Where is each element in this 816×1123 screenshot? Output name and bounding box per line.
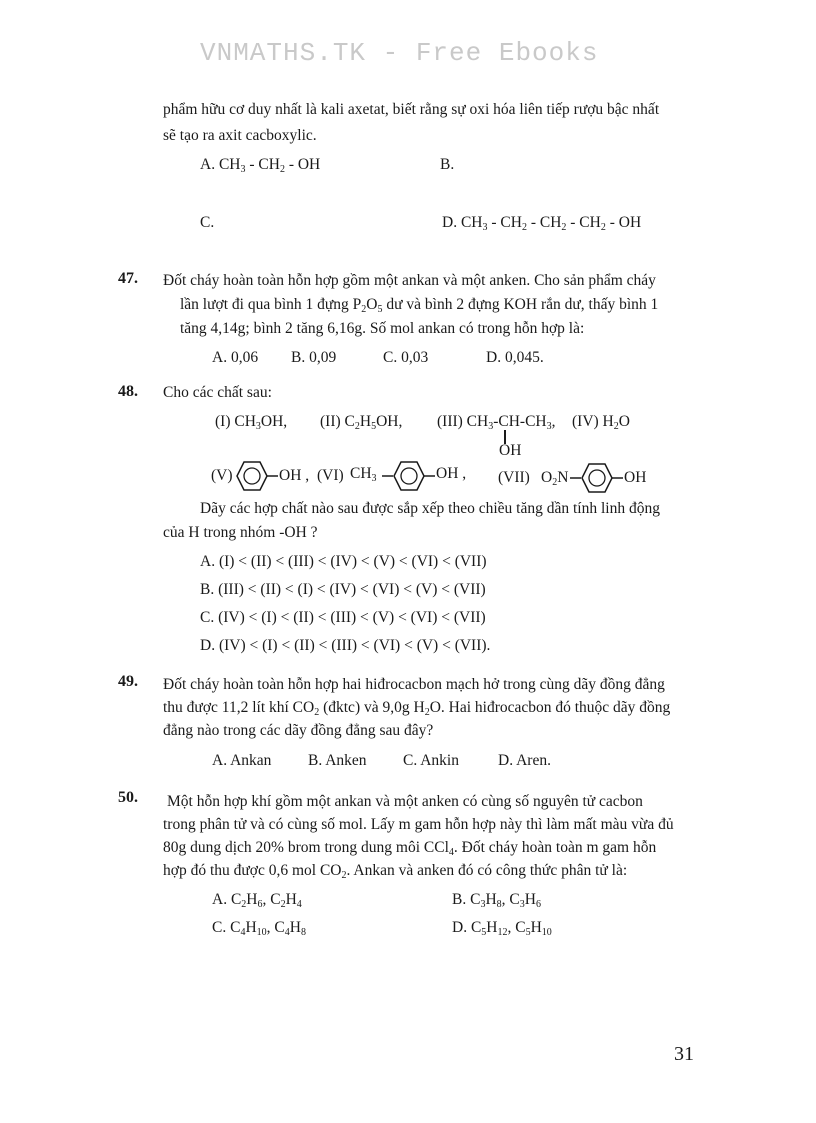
q49-option-a: A. Ankan	[212, 752, 272, 769]
q48-question-line2: của H trong nhóm -OH ?	[163, 524, 318, 541]
q48-option-c: C. (IV) < (I) < (II) < (III) < (V) < (VI) < (VII)	[200, 609, 486, 626]
q46-text-line1: phẩm hữu cơ duy nhất là kali axetat, biết rằng sự oxi hóa liên tiếp rượu bậc nhất	[163, 101, 660, 118]
q47-number: 47.	[118, 270, 138, 287]
q50-option-d: D. $C_5H_{12}$, $C_5H_{10}$	[452, 919, 552, 938]
q48-number: 48.	[118, 383, 138, 400]
q50-line2: trong phân tử và có cùng số mol. Lấy m gam hỗn hợp này thì làm mất màu vừa đủ	[163, 816, 674, 833]
watermark: VNMATHS.TK - Free Ebooks	[200, 38, 599, 68]
compound-vi-oh: OH ,	[436, 465, 467, 482]
q47-option-c: C. 0,03	[383, 349, 429, 366]
compound-vii-o2n: $O_2N$	[541, 469, 569, 488]
compound-vi-ch3: $CH_3$	[350, 465, 377, 484]
q46-option-d: D. $CH_3 - CH_2 - CH_2 - CH_2$ - OH	[442, 214, 642, 233]
q50-option-a: A. $C_2H_6$, $C_2H_4$	[212, 891, 302, 910]
compound-vii-benzene-ring	[581, 463, 613, 493]
compound-vi-label: (VI)	[317, 467, 344, 484]
q50-line1: Một hỗn hợp khí gồm một ankan và một anken có cùng số nguyên tử cacbon	[167, 793, 643, 810]
q49-number: 49.	[118, 673, 138, 690]
q47-option-a: A. 0,06	[212, 349, 259, 366]
q50-option-b: B. $C_3H_8$, $C_3H_6$	[452, 891, 541, 910]
q46-option-c: C.	[200, 214, 215, 231]
q48-option-a: A. (I) < (II) < (III) < (IV) < (V) < (VI) < (VII)	[200, 553, 487, 570]
q46-option-b: B.	[440, 156, 455, 173]
compound-vi-benzene-ring	[393, 461, 425, 491]
compound-iii-oh: OH	[499, 442, 522, 459]
q50-option-c: C. $C_4H_{10}$, $C_4H_8$	[212, 919, 306, 938]
q47-line2: lần lượt đi qua bình 1 đựng $P_2O_5$ dư và bình 2 đựng KOH rắn dư, thấy bình 1	[180, 296, 659, 315]
q47-option-b: B. 0,09	[291, 349, 337, 366]
compound-i: (I) $CH_3OH$,	[215, 413, 288, 432]
q46-option-a: A. $CH_3 - CH_2$ - OH	[200, 156, 321, 175]
q49-line1: Đốt cháy hoàn toàn hỗn hợp hai hiđrocacbon mạch hở trong cùng dãy đồng đẳng	[163, 676, 665, 693]
compound-v-label: (V)	[211, 467, 233, 484]
q50-number: 50.	[118, 789, 138, 806]
q47-line1: Đốt cháy hoàn toàn hỗn hợp gồm một ankan và một anken. Cho sản phẩm cháy	[163, 272, 656, 289]
q49-option-c: C. Ankin	[403, 752, 459, 769]
q47-line3: tăng 4,14g; bình 2 tăng 6,16g. Số mol ankan có trong hỗn hợp là:	[180, 320, 585, 337]
compound-iii: (III) $CH_3-CH-CH_3$,	[437, 413, 556, 432]
q48-option-d: D. (IV) < (I) < (II) < (III) < (VI) < (V) < (VII).	[200, 637, 491, 654]
q49-line2: thu được 11,2 lít khí $CO_2$ (đktc) và 9,0g $H_2O$. Hai hiđrocacbon đó thuộc dãy đồng	[163, 699, 671, 718]
q48-question-line1: Dãy các hợp chất nào sau được sắp xếp theo chiều tăng dần tính linh động	[200, 500, 660, 517]
compound-v-benzene-ring	[236, 461, 268, 491]
compound-v-oh: OH ,	[279, 467, 310, 484]
q49-option-b: B. Anken	[308, 752, 367, 769]
q47-option-d: D. 0,045.	[486, 349, 544, 366]
compound-vii-label: (VII)	[498, 469, 530, 486]
compound-ii: (II) $C_2H_5OH$,	[320, 413, 403, 432]
q48-option-b: B. (III) < (II) < (I) < (IV) < (VI) < (V) < (VII)	[200, 581, 486, 598]
q48-intro: Cho các chất sau:	[163, 384, 272, 401]
compound-v-bond	[267, 475, 279, 477]
q49-line3: đẳng nào trong các dãy đồng đẳng sau đây?	[163, 722, 434, 739]
page-number: 31	[674, 1043, 694, 1065]
compound-vii-bond-right	[612, 477, 624, 479]
q50-line3: 80g dung dịch 20% brom trong dung môi CCl$_4$. Đốt cháy hoàn toàn m gam hỗn	[163, 839, 657, 858]
q46-text-line2: sẽ tạo ra axit cacboxylic.	[163, 127, 317, 144]
q49-option-d: D. Aren.	[498, 752, 551, 769]
compound-vi-bond-right	[424, 475, 436, 477]
compound-iv: (IV) $H_2O$	[572, 413, 630, 432]
compound-vii-oh: OH	[624, 469, 647, 486]
q50-line4: hợp đó thu được 0,6 mol $CO_2$. Ankan và anken đó có công thức phân tử là:	[163, 862, 628, 881]
